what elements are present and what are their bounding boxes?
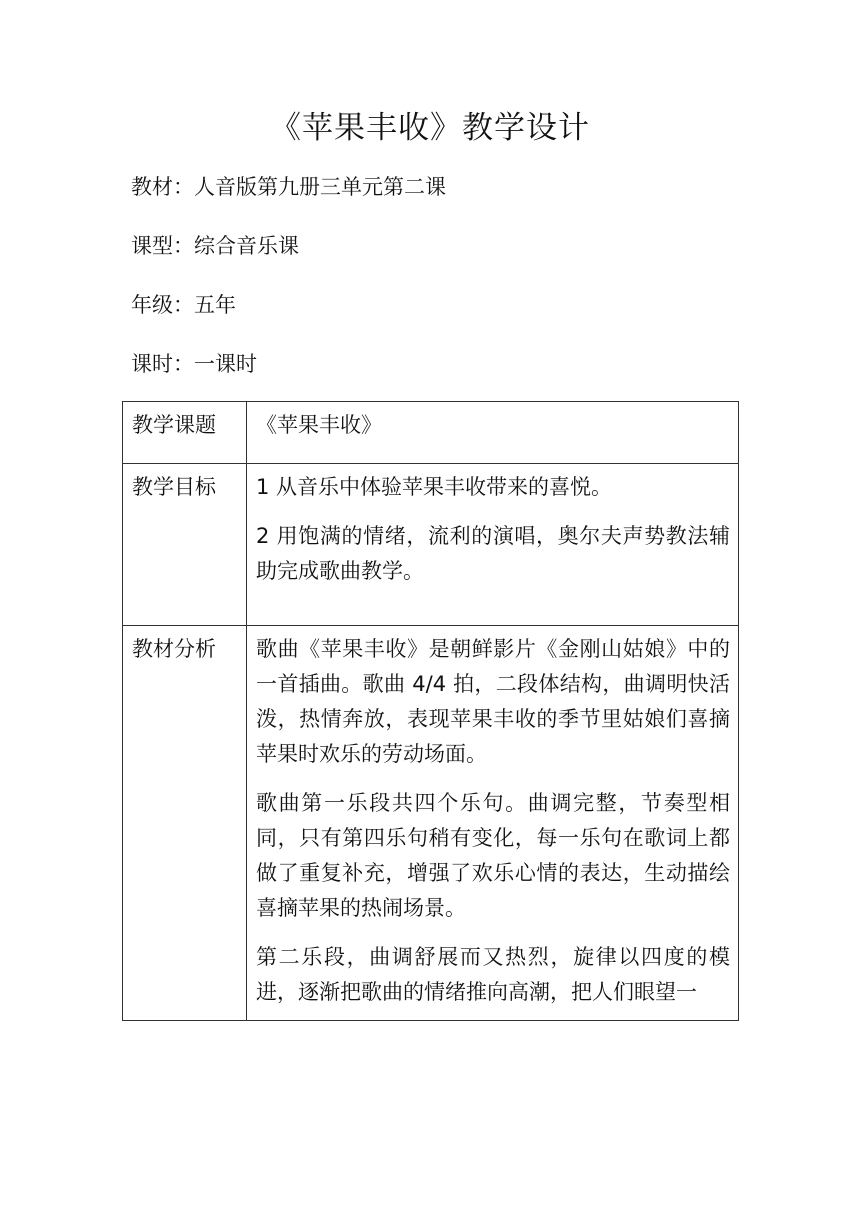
row-content [247, 402, 739, 464]
row-content [247, 464, 739, 626]
table-row [123, 402, 739, 464]
row-content [247, 626, 739, 1021]
paragraph: 歌曲《苹果丰收》是朝鲜影片《金刚山姑娘》中的一首插曲。歌曲 4/4 拍，二段体结构，曲调明快活泼，热情奔放，表现苹果丰收的季节里姑娘们喜摘苹果时欢乐的劳动场面。 [256, 637, 730, 766]
meta-class-hours [131, 349, 257, 379]
paragraph: 1 从音乐中体验苹果丰收带来的喜悦。 [256, 475, 613, 499]
meta-label: 课时： [131, 352, 194, 376]
row-heading: 教学课题 [123, 402, 247, 464]
meta-value: 五年 [194, 293, 236, 317]
paragraph: 《苹果丰收》 [256, 413, 382, 437]
row-heading: 教材分析 [123, 626, 247, 1021]
meta-value: 人音版第九册三单元第二课 [194, 175, 446, 199]
paragraph: 2 用饱满的情绪，流利的演唱，奥尔夫声势教法辅助完成歌曲教学。 [256, 524, 730, 583]
meta-label: 年级： [131, 293, 194, 317]
lesson-plan-table [122, 401, 739, 1021]
paragraph: 第二乐段，曲调舒展而又热烈，旋律以四度的模进，逐渐把歌曲的情绪推向高潮，把人们眼望一 [256, 945, 730, 1004]
table-row [123, 464, 739, 626]
paragraph: 歌曲第一乐段共四个乐句。曲调完整，节奏型相同，只有第四乐句稍有变化，每一乐句在歌词上都做了重复补充，增强了欢乐心情的表达，生动描绘喜摘苹果的热闹场景。 [256, 791, 730, 920]
table-row [123, 626, 739, 1021]
meta-label: 教材： [131, 175, 194, 199]
row-heading: 教学目标 [123, 464, 247, 626]
meta-textbook [131, 172, 446, 202]
meta-value: 一课时 [194, 352, 257, 376]
meta-lesson-type [131, 231, 299, 261]
meta-grade [131, 290, 236, 320]
meta-value: 综合音乐课 [194, 234, 299, 258]
meta-label: 课型： [131, 234, 194, 258]
document-title: 《苹果丰收》教学设计 [270, 110, 590, 146]
